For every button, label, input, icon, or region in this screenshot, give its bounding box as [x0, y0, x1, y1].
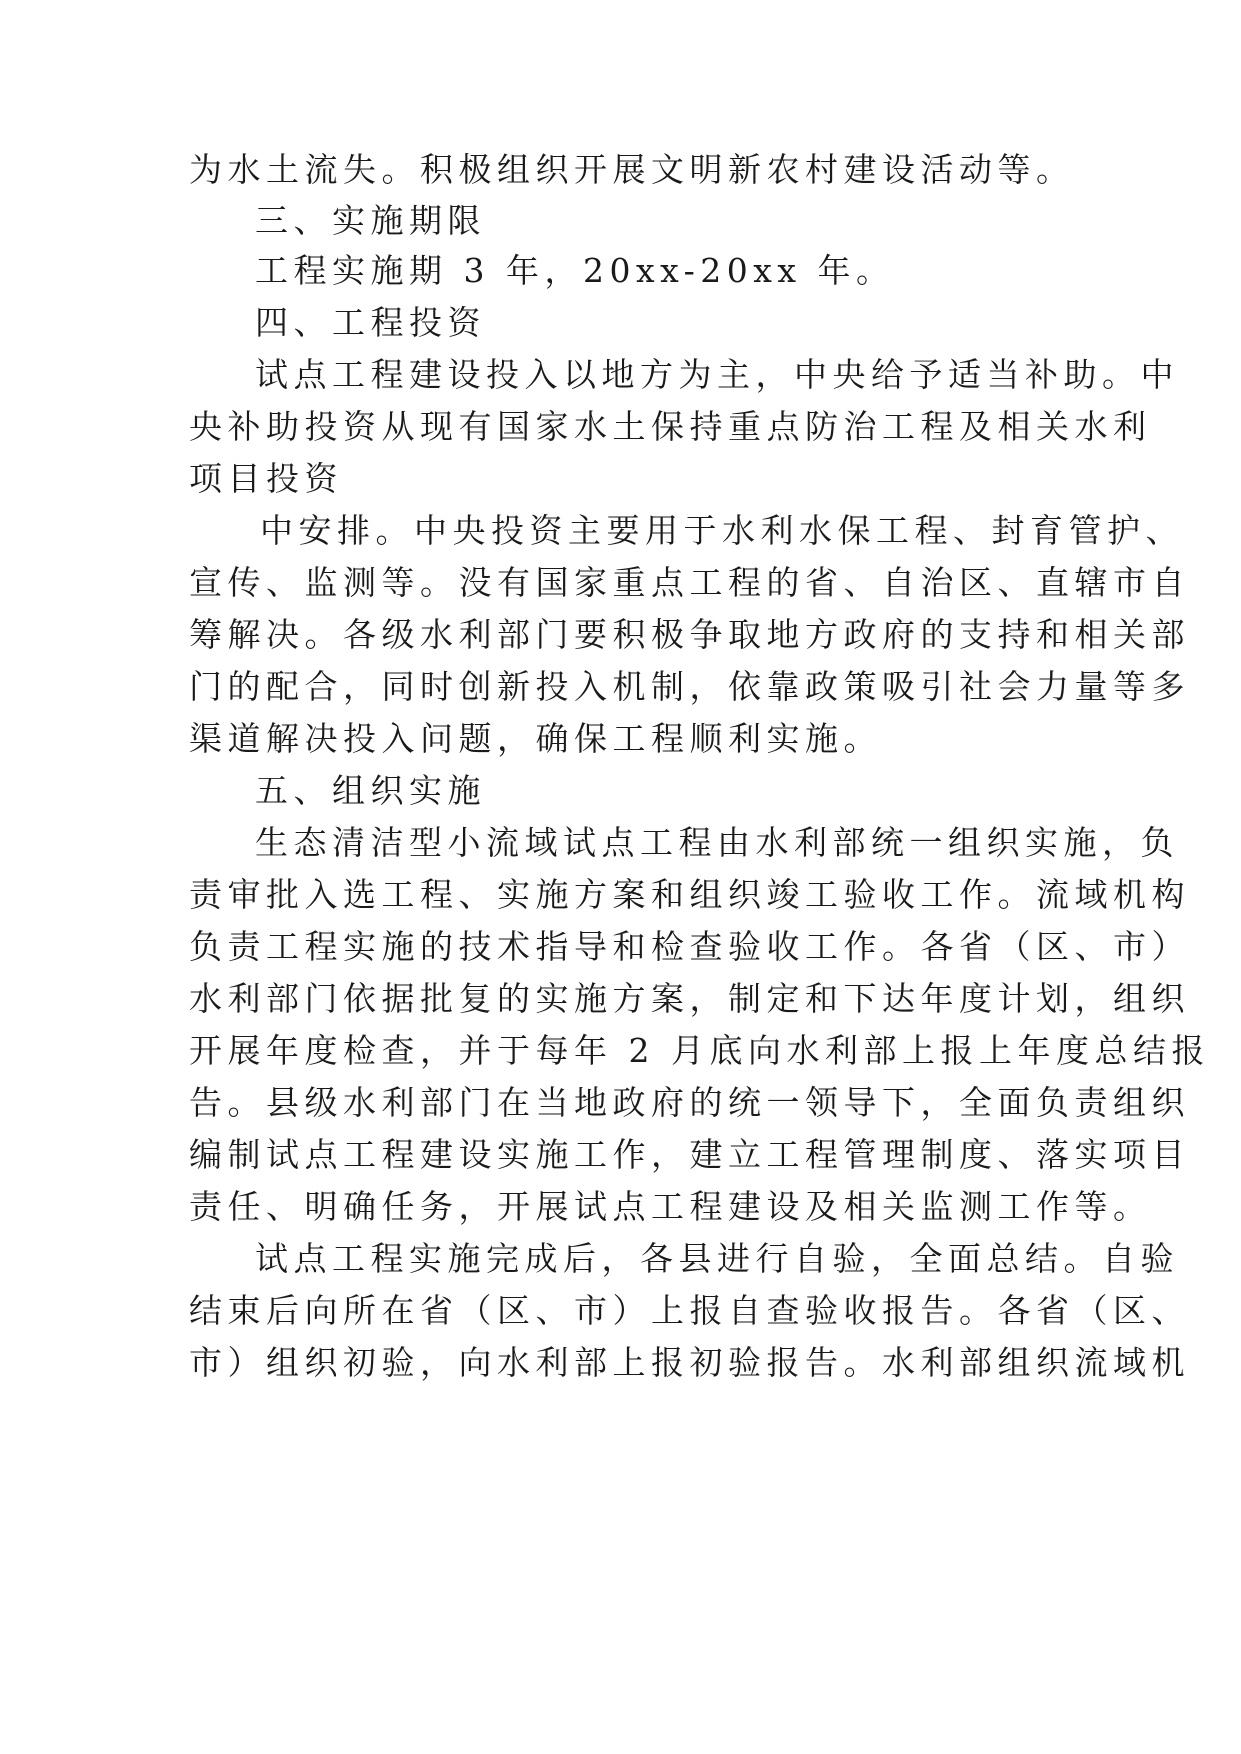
- text-line: 开展年度检查，并于每年 2 月底向水利部上报上年度总结报: [189, 1031, 1210, 1070]
- text-line: 渠道解决投入问题，确保工程顺利实施。: [189, 719, 882, 758]
- text-line: 项目投资: [189, 459, 343, 498]
- text-line: 试点工程实施完成后，各县进行自验，全面总结。自验: [255, 1239, 1179, 1278]
- text-line: 为水土流失。积极组织开展文明新农村建设活动等。: [189, 150, 1075, 189]
- text-line: 责审批入选工程、实施方案和组织竣工验收工作。流域机构: [189, 875, 1190, 914]
- text-line: 水利部门依据批复的实施方案，制定和下达年度计划，组织: [189, 979, 1190, 1018]
- text-line: 市）组织初验，向水利部上报初验报告。水利部组织流域机: [189, 1343, 1190, 1382]
- text-line: 宣传、监测等。没有国家重点工程的省、自治区、直辖市自: [189, 563, 1190, 602]
- text-line: 编制试点工程建设实施工作，建立工程管理制度、落实项目: [189, 1135, 1190, 1174]
- section-heading: 三、实施期限: [255, 201, 486, 240]
- text-line: 工程实施期 3 年，20xx-20xx 年。: [255, 251, 895, 290]
- text-line: 结束后向所在省（区、市）上报自查验收报告。各省（区、: [189, 1291, 1190, 1330]
- text-line: 告。县级水利部门在当地政府的统一领导下，全面负责组织: [189, 1083, 1190, 1122]
- text-line: 责任、明确任务，开展试点工程建设及相关监测工作等。: [189, 1187, 1152, 1226]
- text-line: 央补助投资从现有国家水土保持重点防治工程及相关水利: [189, 407, 1152, 446]
- section-heading: 四、工程投资: [255, 303, 486, 342]
- text-line: 中安排。中央投资主要用于水利水保工程、封育管护、: [260, 511, 1184, 550]
- text-line: 试点工程建设投入以地方为主，中央给予适当补助。中: [255, 355, 1179, 394]
- section-heading: 五、组织实施: [255, 771, 486, 810]
- text-line: 门的配合，同时创新投入机制，依靠政策吸引社会力量等多: [189, 667, 1190, 706]
- text-line: 负责工程实施的技术指导和检查验收工作。各省（区、市）: [189, 927, 1190, 966]
- text-line: 筹解决。各级水利部门要积极争取地方政府的支持和相关部: [189, 615, 1190, 654]
- text-line: 生态清洁型小流域试点工程由水利部统一组织实施，负: [255, 823, 1179, 862]
